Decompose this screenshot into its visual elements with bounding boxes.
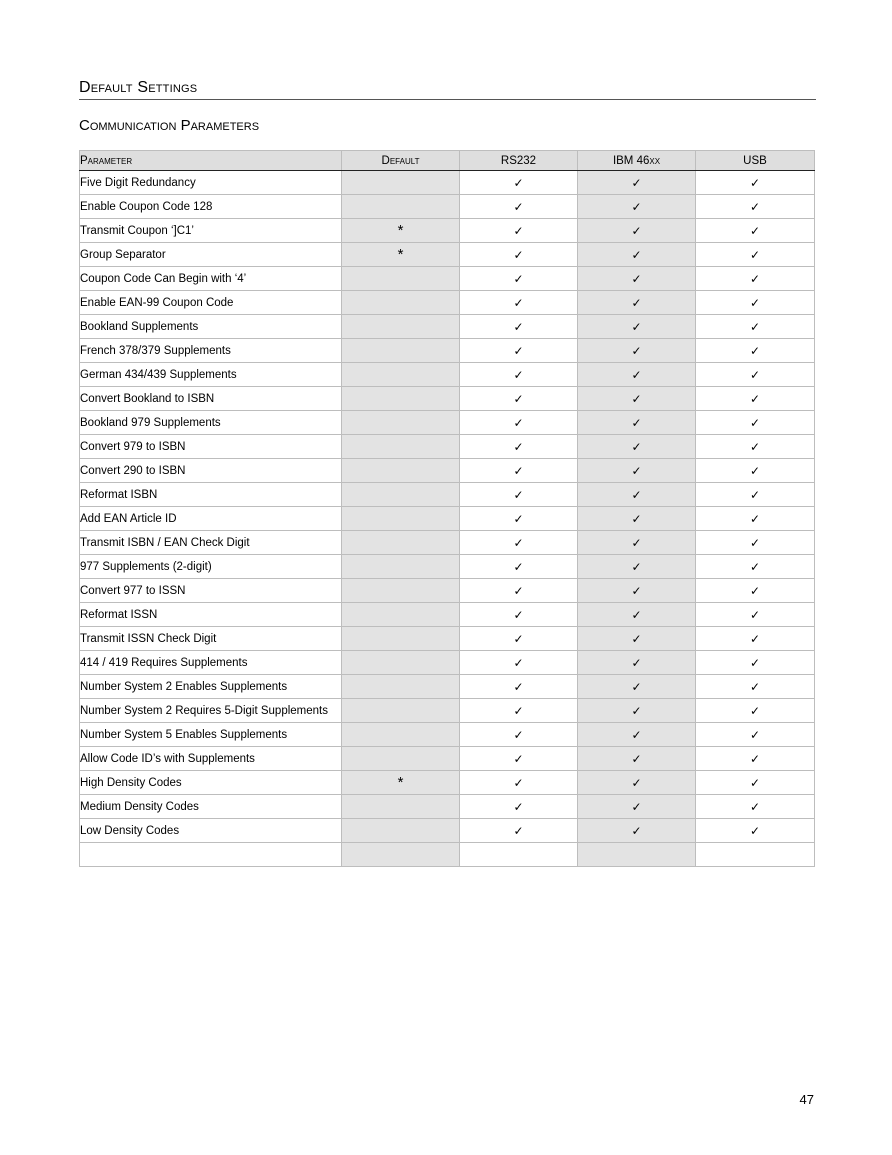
check-ibm46xx-cell — [578, 483, 696, 507]
check-usb-cell — [696, 339, 815, 363]
check-ibm46xx-cell — [578, 723, 696, 747]
checkmark-icon: ✓ — [749, 775, 761, 790]
default-marker — [342, 627, 460, 651]
table-row — [80, 195, 815, 219]
default-marker — [342, 411, 460, 435]
check-ibm46xx-cell — [578, 699, 696, 723]
checkmark-icon: ✓ — [631, 247, 642, 262]
check-rs232-cell — [460, 675, 578, 699]
check-ibm46xx-cell — [578, 435, 696, 459]
default-marker — [342, 315, 460, 339]
check-usb-cell — [696, 819, 815, 843]
parameter-name: Enable EAN-99 Coupon Code — [80, 291, 342, 315]
parameter-name: Convert 977 to ISSN — [80, 579, 342, 603]
table-row — [80, 747, 815, 771]
checkmark-icon: ✓ — [631, 703, 642, 718]
check-ibm46xx-cell — [578, 507, 696, 531]
parameter-name: Reformat ISBN — [80, 483, 342, 507]
parameter-name: Transmit Coupon ‘]C1’ — [80, 219, 342, 243]
parameter-name: Convert 979 to ISBN — [80, 435, 342, 459]
check-ibm46xx-cell — [578, 675, 696, 699]
checkmark-icon: ✓ — [513, 199, 524, 214]
default-marker — [342, 363, 460, 387]
checkmark-icon: ✓ — [631, 295, 642, 310]
check-rs232-cell — [460, 795, 578, 819]
check-usb-cell — [696, 795, 815, 819]
parameter-name: German 434/439 Supplements — [80, 363, 342, 387]
checkmark-icon: ✓ — [513, 607, 524, 622]
parameter-name: Group Separator — [80, 243, 342, 267]
check-ibm46xx-cell — [578, 531, 696, 555]
check-usb-cell — [696, 675, 815, 699]
checkmark-icon: ✓ — [513, 631, 524, 646]
table-row — [80, 579, 815, 603]
parameter-name: Number System 2 Enables Supplements — [80, 675, 342, 699]
checkmark-icon: ✓ — [631, 583, 642, 598]
check-rs232-cell — [460, 603, 578, 627]
checkmark-icon: ✓ — [749, 583, 761, 598]
checkmark-icon: ✓ — [513, 319, 524, 334]
checkmark-icon: ✓ — [513, 727, 524, 742]
checkmark-icon: ✓ — [631, 223, 642, 238]
checkmark-icon: ✓ — [513, 583, 524, 598]
check-ibm46xx-cell — [578, 219, 696, 243]
empty-cell — [342, 843, 460, 867]
communication-parameters-table — [79, 150, 815, 867]
checkmark-icon: ✓ — [749, 367, 761, 382]
table-row — [80, 531, 815, 555]
checkmark-icon: ✓ — [513, 439, 524, 454]
check-rs232-cell — [460, 459, 578, 483]
check-rs232-cell — [460, 483, 578, 507]
default-marker: * — [342, 771, 460, 795]
checkmark-icon: ✓ — [513, 247, 524, 262]
checkmark-icon: ✓ — [631, 319, 642, 334]
check-ibm46xx-cell — [578, 819, 696, 843]
table-row — [80, 219, 815, 243]
check-usb-cell — [696, 723, 815, 747]
page-number: 47 — [799, 1092, 814, 1107]
check-rs232-cell — [460, 411, 578, 435]
column-header-usb: USB — [696, 151, 815, 171]
parameter-name: Medium Density Codes — [80, 795, 342, 819]
checkmark-icon: ✓ — [749, 511, 761, 526]
check-ibm46xx-cell — [578, 747, 696, 771]
checkmark-icon: ✓ — [749, 799, 761, 814]
table-row — [80, 771, 815, 795]
default-marker — [342, 699, 460, 723]
parameter-name: High Density Codes — [80, 771, 342, 795]
parameter-name: Transmit ISBN / EAN Check Digit — [80, 531, 342, 555]
check-ibm46xx-cell — [578, 267, 696, 291]
checkmark-icon: ✓ — [631, 559, 642, 574]
checkmark-icon: ✓ — [513, 703, 524, 718]
parameter-name: Allow Code ID’s with Supplements — [80, 747, 342, 771]
default-marker — [342, 459, 460, 483]
default-marker — [342, 291, 460, 315]
checkmark-icon: ✓ — [749, 823, 761, 838]
section-heading: Default Settings — [79, 79, 816, 100]
table-row — [80, 459, 815, 483]
empty-cell — [460, 843, 578, 867]
default-marker: * — [342, 219, 460, 243]
checkmark-icon: ✓ — [749, 175, 761, 190]
checkmark-icon: ✓ — [513, 511, 524, 526]
check-rs232-cell — [460, 747, 578, 771]
checkmark-icon: ✓ — [749, 295, 761, 310]
check-usb-cell — [696, 363, 815, 387]
parameter-name: Number System 2 Requires 5-Digit Supplements — [80, 699, 342, 723]
check-ibm46xx-cell — [578, 195, 696, 219]
table-row — [80, 483, 815, 507]
default-marker — [342, 555, 460, 579]
check-ibm46xx-cell — [578, 555, 696, 579]
check-rs232-cell — [460, 651, 578, 675]
column-header-default: Default — [342, 151, 460, 171]
checkmark-icon: ✓ — [513, 655, 524, 670]
checkmark-icon: ✓ — [631, 463, 642, 478]
subsection-heading: Communication Parameters — [79, 117, 260, 134]
check-rs232-cell — [460, 387, 578, 411]
checkmark-icon: ✓ — [749, 439, 761, 454]
check-ibm46xx-cell — [578, 459, 696, 483]
checkmark-icon: ✓ — [749, 751, 761, 766]
checkmark-icon: ✓ — [513, 415, 524, 430]
parameter-name: Bookland 979 Supplements — [80, 411, 342, 435]
column-header-parameter: Parameter — [80, 151, 342, 171]
check-usb-cell — [696, 651, 815, 675]
empty-cell — [696, 843, 815, 867]
table-row — [80, 699, 815, 723]
default-marker — [342, 531, 460, 555]
check-rs232-cell — [460, 219, 578, 243]
check-ibm46xx-cell — [578, 579, 696, 603]
default-marker — [342, 387, 460, 411]
check-rs232-cell — [460, 171, 578, 195]
checkmark-icon: ✓ — [749, 631, 761, 646]
check-usb-cell — [696, 699, 815, 723]
parameter-name: Enable Coupon Code 128 — [80, 195, 342, 219]
check-usb-cell — [696, 531, 815, 555]
check-usb-cell — [696, 483, 815, 507]
checkmark-icon: ✓ — [513, 799, 524, 814]
check-usb-cell — [696, 315, 815, 339]
default-marker — [342, 603, 460, 627]
parameter-name: Bookland Supplements — [80, 315, 342, 339]
checkmark-icon: ✓ — [513, 367, 524, 382]
check-ibm46xx-cell — [578, 795, 696, 819]
default-marker — [342, 339, 460, 363]
check-rs232-cell — [460, 363, 578, 387]
check-rs232-cell — [460, 627, 578, 651]
default-marker — [342, 795, 460, 819]
check-ibm46xx-cell — [578, 291, 696, 315]
checkmark-icon: ✓ — [749, 223, 761, 238]
check-rs232-cell — [460, 267, 578, 291]
ibm-header-prefix: IBM 46 — [612, 154, 650, 167]
check-ibm46xx-cell — [578, 651, 696, 675]
checkmark-icon: ✓ — [749, 463, 761, 478]
table-row — [80, 723, 815, 747]
checkmark-icon: ✓ — [749, 271, 761, 286]
table-row — [80, 651, 815, 675]
parameter-name: Convert 290 to ISBN — [80, 459, 342, 483]
checkmark-icon: ✓ — [749, 199, 761, 214]
table-row — [80, 315, 815, 339]
check-rs232-cell — [460, 579, 578, 603]
table-row — [80, 819, 815, 843]
checkmark-icon: ✓ — [631, 775, 642, 790]
default-marker — [342, 507, 460, 531]
empty-cell — [578, 843, 696, 867]
check-ibm46xx-cell — [578, 339, 696, 363]
checkmark-icon: ✓ — [631, 799, 642, 814]
table-row — [80, 675, 815, 699]
checkmark-icon: ✓ — [631, 607, 642, 622]
checkmark-icon: ✓ — [513, 343, 524, 358]
check-rs232-cell — [460, 315, 578, 339]
parameter-name: Add EAN Article ID — [80, 507, 342, 531]
check-rs232-cell — [460, 531, 578, 555]
check-ibm46xx-cell — [578, 243, 696, 267]
table-row — [80, 387, 815, 411]
table-row — [80, 267, 815, 291]
table-header-row — [80, 151, 815, 171]
default-marker — [342, 171, 460, 195]
check-rs232-cell — [460, 507, 578, 531]
checkmark-icon: ✓ — [513, 751, 524, 766]
parameter-name: 414 / 419 Requires Supplements — [80, 651, 342, 675]
checkmark-icon: ✓ — [513, 775, 524, 790]
checkmark-icon: ✓ — [749, 391, 761, 406]
checkmark-icon: ✓ — [631, 199, 642, 214]
checkmark-icon: ✓ — [749, 559, 761, 574]
check-usb-cell — [696, 507, 815, 531]
check-rs232-cell — [460, 435, 578, 459]
default-marker — [342, 579, 460, 603]
check-usb-cell — [696, 579, 815, 603]
check-usb-cell — [696, 219, 815, 243]
check-rs232-cell — [460, 555, 578, 579]
parameter-name: French 378/379 Supplements — [80, 339, 342, 363]
check-ibm46xx-cell — [578, 771, 696, 795]
checkmark-icon: ✓ — [513, 679, 524, 694]
checkmark-icon: ✓ — [631, 367, 642, 382]
table-row — [80, 339, 815, 363]
parameter-name: Five Digit Redundancy — [80, 171, 342, 195]
checkmark-icon: ✓ — [749, 607, 761, 622]
checkmark-icon: ✓ — [749, 727, 761, 742]
parameter-name: Transmit ISSN Check Digit — [80, 627, 342, 651]
ibm-header-suffix: xx — [649, 154, 661, 167]
checkmark-icon: ✓ — [631, 631, 642, 646]
default-marker — [342, 675, 460, 699]
checkmark-icon: ✓ — [513, 391, 524, 406]
checkmark-icon: ✓ — [513, 487, 524, 502]
check-usb-cell — [696, 195, 815, 219]
checkmark-icon: ✓ — [631, 655, 642, 670]
check-rs232-cell — [460, 243, 578, 267]
check-usb-cell — [696, 555, 815, 579]
parameter-name: Convert Bookland to ISBN — [80, 387, 342, 411]
checkmark-icon: ✓ — [631, 391, 642, 406]
table-row — [80, 291, 815, 315]
checkmark-icon: ✓ — [513, 295, 524, 310]
checkmark-icon: ✓ — [749, 655, 761, 670]
check-usb-cell — [696, 291, 815, 315]
check-usb-cell — [696, 171, 815, 195]
default-marker — [342, 483, 460, 507]
table-row — [80, 555, 815, 579]
checkmark-icon: ✓ — [513, 223, 524, 238]
parameter-name: Reformat ISSN — [80, 603, 342, 627]
check-rs232-cell — [460, 339, 578, 363]
check-ibm46xx-cell — [578, 171, 696, 195]
check-usb-cell — [696, 243, 815, 267]
checkmark-icon: ✓ — [631, 175, 642, 190]
check-usb-cell — [696, 411, 815, 435]
checkmark-icon: ✓ — [513, 535, 524, 550]
checkmark-icon: ✓ — [631, 727, 642, 742]
check-usb-cell — [696, 627, 815, 651]
table-row — [80, 795, 815, 819]
checkmark-icon: ✓ — [749, 319, 761, 334]
column-header-rs232: RS232 — [460, 151, 578, 171]
check-ibm46xx-cell — [578, 603, 696, 627]
check-ibm46xx-cell — [578, 363, 696, 387]
checkmark-icon: ✓ — [631, 679, 642, 694]
default-marker — [342, 651, 460, 675]
check-ibm46xx-cell — [578, 387, 696, 411]
table-row — [80, 507, 815, 531]
default-marker — [342, 747, 460, 771]
check-usb-cell — [696, 771, 815, 795]
check-usb-cell — [696, 603, 815, 627]
default-marker: * — [342, 243, 460, 267]
checkmark-icon: ✓ — [631, 271, 642, 286]
check-rs232-cell — [460, 819, 578, 843]
check-usb-cell — [696, 747, 815, 771]
column-header-ibm46xx — [578, 151, 696, 171]
table-row — [80, 171, 815, 195]
checkmark-icon: ✓ — [749, 487, 761, 502]
check-rs232-cell — [460, 699, 578, 723]
checkmark-icon: ✓ — [749, 247, 761, 262]
table-row — [80, 411, 815, 435]
check-usb-cell — [696, 459, 815, 483]
check-ibm46xx-cell — [578, 315, 696, 339]
parameter-name: Coupon Code Can Begin with ‘4’ — [80, 267, 342, 291]
default-marker — [342, 267, 460, 291]
checkmark-icon: ✓ — [749, 415, 761, 430]
parameter-name: Low Density Codes — [80, 819, 342, 843]
check-ibm46xx-cell — [578, 411, 696, 435]
checkmark-icon: ✓ — [631, 823, 642, 838]
check-rs232-cell — [460, 291, 578, 315]
checkmark-icon: ✓ — [513, 559, 524, 574]
check-usb-cell — [696, 387, 815, 411]
checkmark-icon: ✓ — [631, 343, 642, 358]
table-row — [80, 603, 815, 627]
check-rs232-cell — [460, 723, 578, 747]
checkmark-icon: ✓ — [631, 511, 642, 526]
checkmark-icon: ✓ — [513, 175, 524, 190]
default-marker — [342, 195, 460, 219]
check-usb-cell — [696, 267, 815, 291]
default-marker — [342, 819, 460, 843]
check-ibm46xx-cell — [578, 627, 696, 651]
table-row — [80, 627, 815, 651]
empty-table-row — [80, 843, 815, 867]
parameter-name: Number System 5 Enables Supplements — [80, 723, 342, 747]
empty-cell — [80, 843, 342, 867]
checkmark-icon: ✓ — [749, 679, 761, 694]
checkmark-icon: ✓ — [513, 271, 524, 286]
check-rs232-cell — [460, 195, 578, 219]
checkmark-icon: ✓ — [631, 535, 642, 550]
checkmark-icon: ✓ — [631, 415, 642, 430]
checkmark-icon: ✓ — [749, 535, 761, 550]
checkmark-icon: ✓ — [749, 703, 761, 718]
checkmark-icon: ✓ — [513, 823, 524, 838]
checkmark-icon: ✓ — [749, 343, 761, 358]
checkmark-icon: ✓ — [513, 463, 524, 478]
default-marker — [342, 723, 460, 747]
default-marker — [342, 435, 460, 459]
check-rs232-cell — [460, 771, 578, 795]
check-usb-cell — [696, 435, 815, 459]
checkmark-icon: ✓ — [631, 439, 642, 454]
table-row — [80, 435, 815, 459]
checkmark-icon: ✓ — [631, 751, 642, 766]
table-row — [80, 363, 815, 387]
checkmark-icon: ✓ — [631, 487, 642, 502]
table-row — [80, 243, 815, 267]
parameter-name: 977 Supplements (2-digit) — [80, 555, 342, 579]
